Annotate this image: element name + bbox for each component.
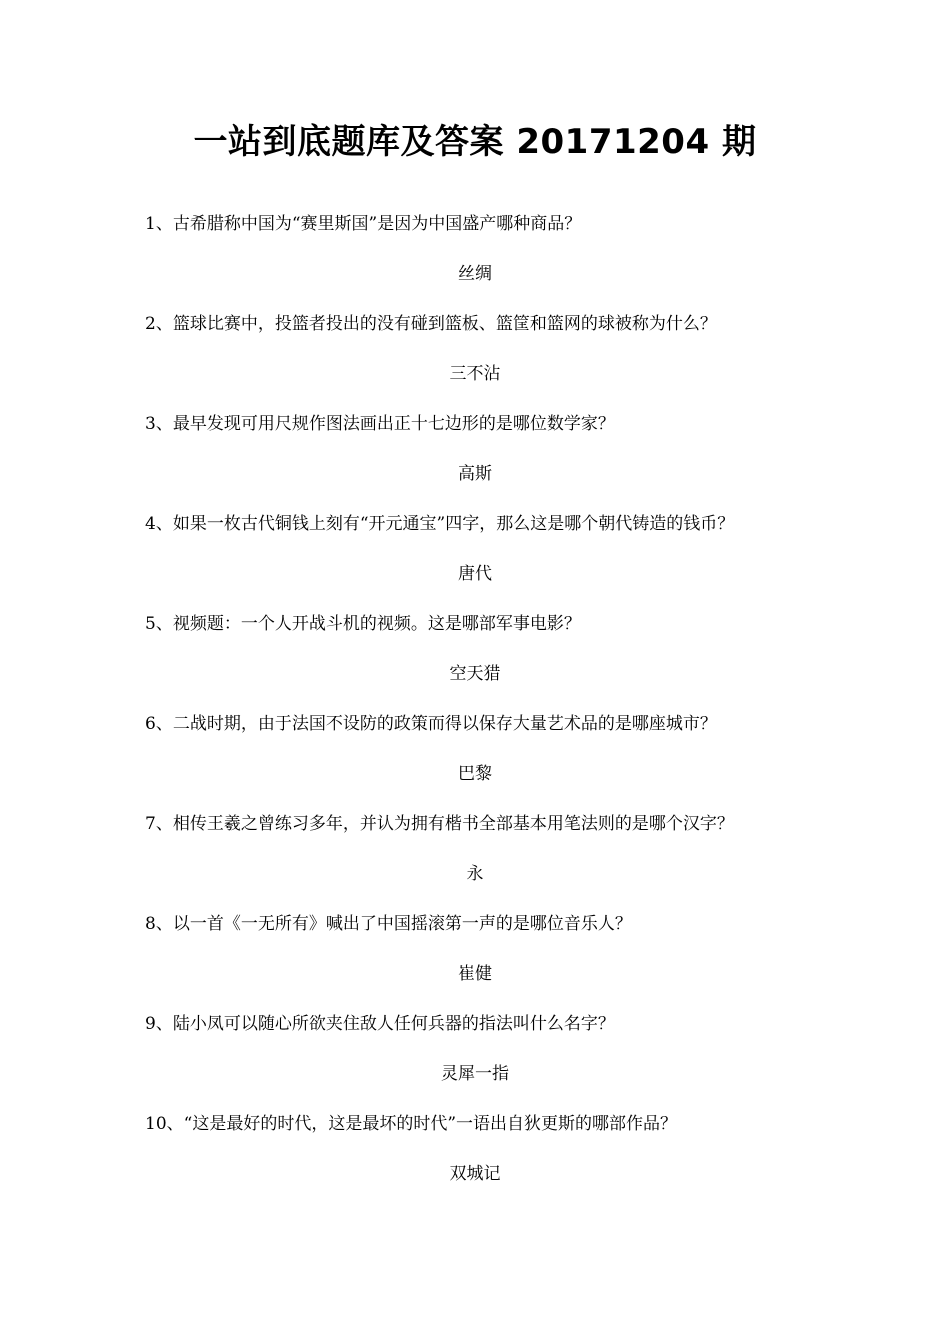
answer-text: 巴黎 bbox=[458, 764, 492, 784]
qa-item bbox=[0, 206, 950, 306]
qa-item bbox=[0, 606, 950, 706]
answer-text: 丝绸 bbox=[458, 264, 492, 284]
question-text: 8、以一首《一无所有》喊出了中国摇滚第一声的是哪位音乐人？ bbox=[145, 914, 632, 934]
question-text: 9、陆小凤可以随心所欲夹住敌人任何兵器的指法叫什么名字？ bbox=[145, 1014, 615, 1034]
qa-item bbox=[0, 1006, 950, 1106]
qa-item bbox=[0, 306, 950, 406]
answer-text: 唐代 bbox=[458, 564, 492, 584]
answer-text: 空天猎 bbox=[449, 664, 501, 684]
qa-item bbox=[0, 906, 950, 1006]
question-text: 7、相传王羲之曾练习多年，并认为拥有楷书全部基本用笔法则的是哪个汉字？ bbox=[145, 814, 734, 834]
question-text: 2、篮球比赛中，投篮者投出的没有碰到篮板、篮筐和篮网的球被称为什么？ bbox=[145, 314, 717, 334]
answer-text: 永 bbox=[466, 864, 484, 884]
question-text: 4、如果一枚古代铜钱上刻有“开元通宝”四字，那么这是哪个朝代铸造的钱币？ bbox=[145, 514, 735, 534]
answer-text: 双城记 bbox=[449, 1164, 501, 1184]
answer-text: 高斯 bbox=[458, 464, 492, 484]
qa-item bbox=[0, 806, 950, 906]
question-text: 5、视频题：一个人开战斗机的视频。这是哪部军事电影？ bbox=[145, 614, 581, 634]
question-text: 3、最早发现可用尺规作图法画出正十七边形的是哪位数学家？ bbox=[145, 414, 615, 434]
qa-item bbox=[0, 506, 950, 606]
question-list bbox=[0, 206, 950, 1206]
answer-text: 灵犀一指 bbox=[441, 1064, 509, 1084]
answer-text: 崔健 bbox=[458, 964, 492, 984]
qa-item bbox=[0, 1106, 950, 1206]
question-text: 6、二战时期，由于法国不设防的政策而得以保存大量艺术品的是哪座城市？ bbox=[145, 714, 717, 734]
question-text: 1、古希腊称中国为“赛里斯国”是因为中国盛产哪种商品？ bbox=[145, 214, 582, 234]
document-title: 一站到底题库及答案 20171204 期 bbox=[193, 122, 757, 162]
qa-item bbox=[0, 706, 950, 806]
qa-item bbox=[0, 406, 950, 506]
question-text: 10、“这是最好的时代，这是最坏的时代”一语出自狄更斯的哪部作品？ bbox=[145, 1114, 678, 1134]
answer-text: 三不沾 bbox=[449, 364, 501, 384]
